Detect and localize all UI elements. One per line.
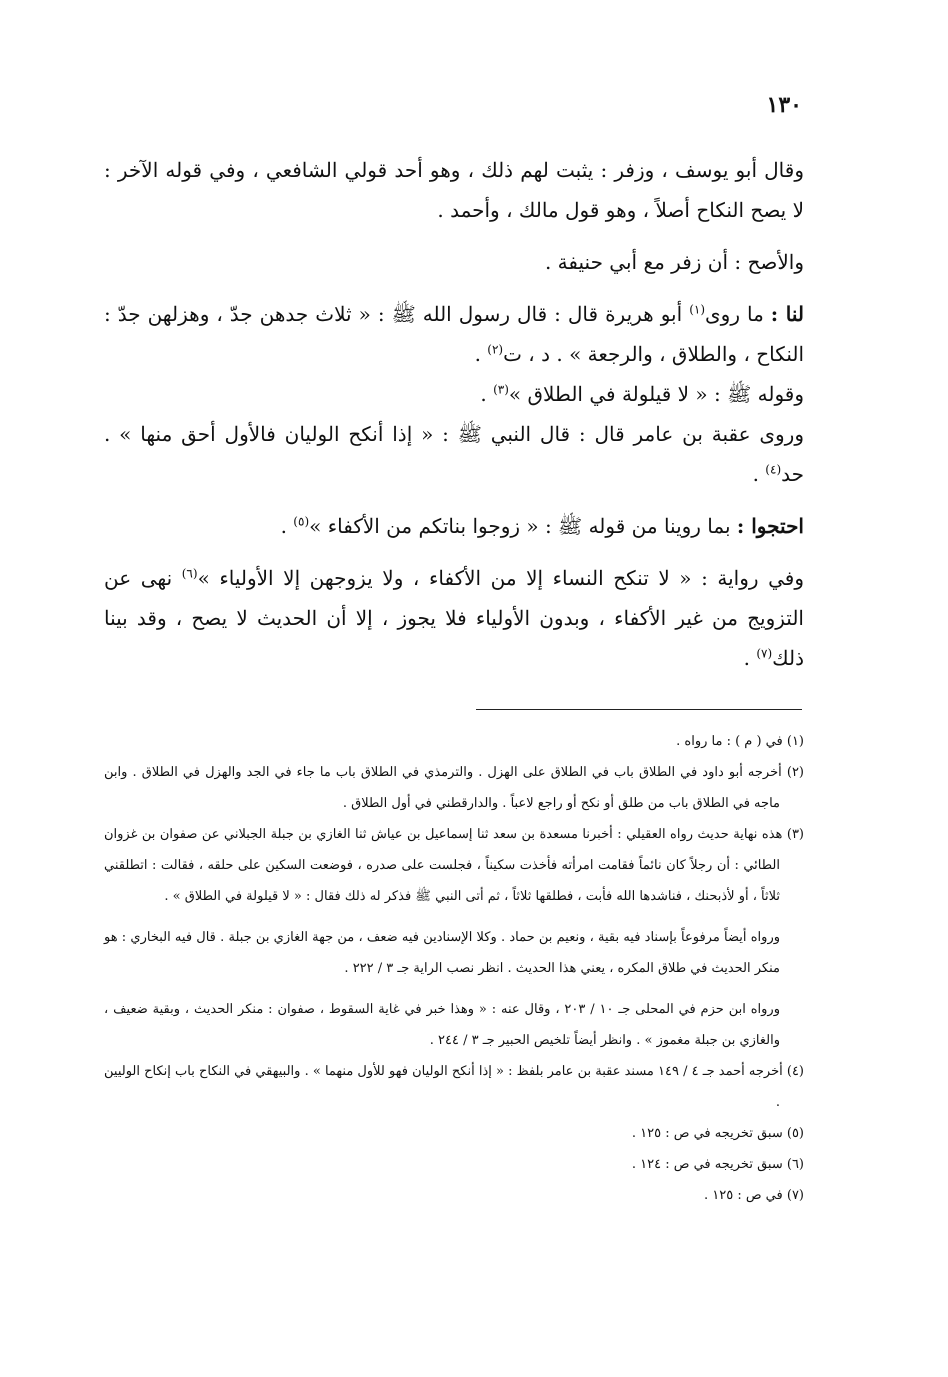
paragraph-2: والأصح : أن زفر مع أبي حنيفة . [544, 250, 804, 274]
footnote-ref-7: (٧) [756, 646, 773, 661]
paragraph-5: وروى عقبة بن عامر قال : قال النبي ﷺ : « إذا أنكح الوليان فالأول أحق منها » . حد$^{(٤)}$ . [104, 422, 804, 486]
footnote-divider [476, 709, 802, 710]
footnote-3: (٣) هذه نهاية حديث رواه العقيلي : أخبرنا مسعدة بن سعد ثنا إسماعيل بن عياش ثنا الغازي بن جبلة الجبلاني عن صفوان بن غزوان الطائي : أن رجلاً كان نائماً فقامت امرأته فأخذت سكيناً ، فجلست على صدره ، فوضعت السكين على حلقه ، فقالت : اتطلقني ثلاثاً ، أو لأذبحنك ، فناشدها الله فأبت ، فطلقها ثلاثاً ، ثم أتى النبي ﷺ فذكر له ذلك فقال : « لا قيلولة في الطلاق » . [104, 827, 804, 904]
footnote-7: (٧) في ص : ١٢٥ . [703, 1188, 804, 1203]
paragraph-7: وفي رواية : « لا تنكح النساء إلا من الأكفاء ، ولا يزوجهن إلا الأولياء »$^{(٦)}$ نهى عن التزويج من غير الأكفاء ، وبدون الأولياء فلا يجوز ، إلا أن الحديث لا يصح ، وقد بينا ذلك$^{(٧)}$ . [104, 566, 804, 670]
footnote-ref-2: (٢) [487, 342, 504, 357]
footnote-ref-6: (٦) [181, 566, 198, 581]
footnote-6: (٦) سبق تخريجه في ص : ١٢٤ . [631, 1157, 804, 1172]
footnote-3-continued-2: ورواه ابن حزم في المحلى جـ ١٠ / ٢٠٣ ، وقال عنه : « وهذا خبر في غاية السقوط ، صفوان : منكر الحديث ، وبقية ضعيف ، والغازي بن جبلة مغموز » . وانظر أيضاً تلخيص الحبير جـ ٣ / ٢٤٤ . [104, 1002, 780, 1048]
footnote-ref-4: (٤) [765, 462, 782, 477]
paragraph-6: احتجوا : بما روينا من قوله ﷺ : « زوجوا بناتكم من الأكفاء »$^{(٥)}$ . [280, 514, 804, 538]
footnote-ref-5: (٥) [293, 514, 310, 529]
footnotes [104, 726, 804, 1211]
footnote-3-continued: ورواه أيضاً مرفوعاً بإسناد فيه بقية ، ونعيم بن حماد . وكلا الإسنادين فيه ضعف ، من جهة الغازي بن جبلة . قال فيه البخاري : هو منكر الحديث في طلاق المكره ، يعني هذا الحديث . انظر نصب الراية جـ ٣ / ٢٢٢ . [104, 930, 780, 976]
footnote-1: (١) في ( م ) : ما رواه . [676, 734, 804, 749]
footnote-ref-1: (١) [689, 302, 706, 317]
ihtajju-heading: احتجوا : [736, 514, 804, 538]
footnote-2: (٢) أخرجه أبو داود في الطلاق باب في الطلاق على الهزل . والترمذي في الطلاق باب ما جاء في الجد والهزل في الطلاق . وابن ماجه في الطلاق باب من طلق أو نكح أو راجع لاعباً . والدارقطني في أول الطلاق . [104, 765, 804, 811]
footnote-4: (٤) أخرجه أحمد جـ ٤ / ١٤٩ مسند عقبة بن عامر بلفظ : « إذا أنكح الوليان فهو للأول منهما » . والبيهقي في النكاح باب إنكاح الوليين . [104, 1064, 804, 1110]
lana-heading: لنا : [770, 302, 804, 326]
footnote-ref-3: (٣) [493, 382, 509, 397]
paragraph-1: وقال أبو يوسف ، وزفر : يثبت لهم ذلك ، وهو أحد قولي الشافعي ، وفي قوله الآخر : لا يصح النكاح أصلاً ، وهو قول مالك ، وأحمد . [104, 158, 804, 222]
main-text [104, 150, 804, 678]
page-number: ١٣٠ [766, 92, 802, 118]
paragraph-4: وقوله ﷺ : « لا قيلولة في الطلاق »$^{(٣)}$ . [480, 382, 804, 406]
paragraph-3: لنا : ما روى$^{(١)}$ أبو هريرة قال : قال رسول الله ﷺ : « ثلاث جدهن جدّ ، وهزلهن جدّ : النكاح ، والطلاق ، والرجعة » . د ، ت$^{(٢)}$ . [104, 302, 804, 366]
footnote-5: (٥) سبق تخريجه في ص : ١٢٥ . [631, 1126, 804, 1141]
